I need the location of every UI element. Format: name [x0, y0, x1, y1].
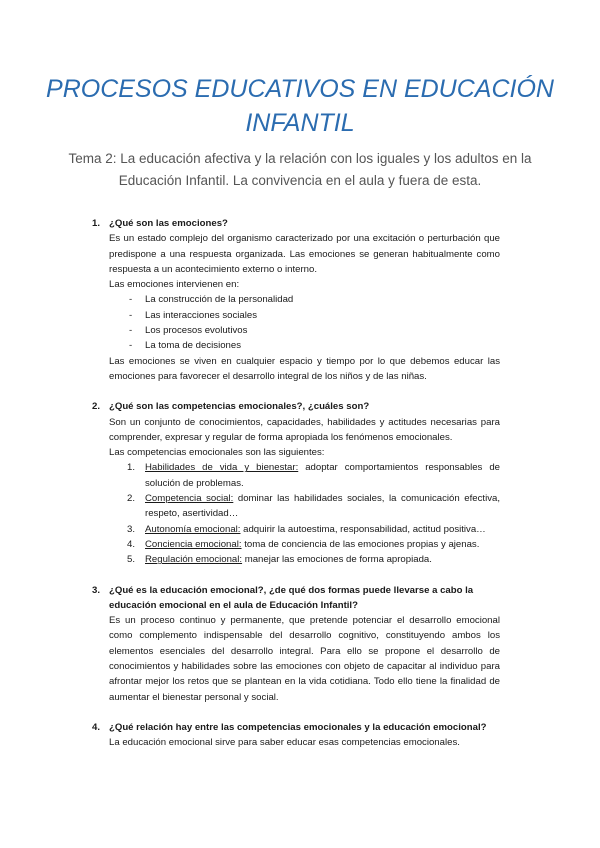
list-item [127, 460, 500, 491]
section-body [92, 415, 500, 568]
document-subtitle [60, 148, 540, 192]
sections [92, 216, 500, 766]
section-number: 3. [92, 584, 101, 596]
paragraph: Las competencias emocionales son las siguientes: [109, 447, 325, 459]
section-question [92, 720, 500, 735]
section-question [92, 583, 500, 614]
section-question [92, 216, 500, 231]
item-number: 2. [127, 493, 136, 505]
item-number: 5. [127, 554, 136, 566]
paragraph: La educación emocional sirve para saber educar esas competencias emocionales. [109, 737, 460, 749]
section-number: 2. [92, 401, 101, 413]
list-item [127, 537, 500, 552]
item-text: adoptar comportamientos responsables de solución de problemas. [145, 462, 500, 489]
subtitle-label: Tema 2: [68, 151, 117, 166]
section-question [92, 399, 500, 414]
item-text: dominar las habilidades sociales, la comunicación efectiva, respeto, asertividad… [145, 493, 500, 520]
item-text: manejar las emociones de forma apropiada. [242, 554, 432, 566]
list-item: - La toma de decisiones [129, 340, 241, 352]
section-1 [92, 216, 500, 384]
question-text: ¿Qué son las emociones? [109, 218, 228, 229]
question-text: ¿Qué son las competencias emocionales?, ¿cuáles son? [109, 401, 370, 413]
list-item: - La construcción de la personalidad [129, 294, 294, 306]
list-item [127, 491, 500, 522]
section-2 [92, 399, 500, 567]
subtitle-text: La educación afectiva y la relación con los iguales y los adultos en la Educación Infantil. La convivencia en el aula y fuera de esta. [118, 151, 532, 188]
list-item-text: Las interacciones sociales [145, 309, 257, 321]
paragraph: Es un proceso continuo y permanente, que pretende potenciar el desarrollo emocional como complemento indispensable del desarrollo cognitivo, constituyendo ambos los elementos esenciales del desarrollo integral. Para ello se propone el desarrollo de conocimientos y habilidades sobre las emociones con objeto de capacitar al individuo para afrontar mejor los retos que se plantean en la vida cotidiana. Todo ello tiene la finalidad de aumentar el bienestar personal y social. [109, 615, 500, 703]
item-text: toma de conciencia de las emociones propias y ajenas. [241, 538, 480, 550]
list-item: - Las interacciones sociales [129, 309, 257, 321]
paragraph: Es un estado complejo del organismo caracterizado por una excitación o perturbación que predispone a una respuesta organizada. Las emociones se generan habitualmente como respuesta a un acontecimiento externo o interno. [109, 233, 500, 275]
title-line-1: PROCESOS EDUCATIVOS EN EDUCACIÓN [46, 75, 554, 103]
item-term: Autonomía emocional: [145, 523, 241, 535]
section-number: 4. [92, 721, 101, 733]
item-number: 3. [127, 523, 136, 535]
document-title [40, 72, 560, 140]
item-term: Regulación emocional: [145, 554, 243, 566]
item-number: 1. [127, 462, 136, 474]
paragraph: Las emociones intervienen en: [109, 279, 240, 291]
item-term: Habilidades de vida y bienestar: [145, 462, 299, 474]
bullet-list [109, 292, 500, 353]
item-number: 4. [127, 538, 136, 550]
title-line-2: INFANTIL [245, 109, 355, 137]
list-item: - Los procesos evolutivos [129, 325, 248, 337]
question-text: ¿Qué es la educación emocional?, ¿de qué dos formas puede llevarse a cabo la educación emocional en el aula de Educación Infantil? [109, 584, 474, 611]
question-text: ¿Qué relación hay entre las competencias emocionales y la educación emocional? [109, 721, 487, 733]
paragraph: Las emociones se viven en cualquier espacio y tiempo por lo que debemos educar las emociones para favorecer el desarrollo integral de los niños y de las niñas. [109, 355, 500, 382]
item-text: adquirir la autoestima, responsabilidad, actitud positiva… [240, 523, 486, 535]
item-term: Competencia social: [145, 493, 234, 505]
paragraph: Son un conjunto de conocimientos, capacidades, habilidades y actitudes necesarias para comprender, expresar y regular de forma apropiada los fenómenos emocionales. [109, 416, 500, 443]
section-body [92, 613, 500, 705]
list-item-text: La toma de decisiones [145, 340, 241, 352]
section-number: 1. [92, 218, 101, 229]
section-body [92, 735, 500, 750]
section-body [92, 231, 500, 384]
list-item [127, 522, 500, 537]
item-term: Conciencia emocional: [145, 538, 242, 550]
list-item [127, 552, 500, 567]
list-item-text: La construcción de la personalidad [145, 294, 294, 306]
section-3 [92, 583, 500, 705]
list-item-text: Los procesos evolutivos [145, 325, 248, 337]
numbered-list [109, 460, 500, 567]
section-4 [92, 720, 500, 751]
